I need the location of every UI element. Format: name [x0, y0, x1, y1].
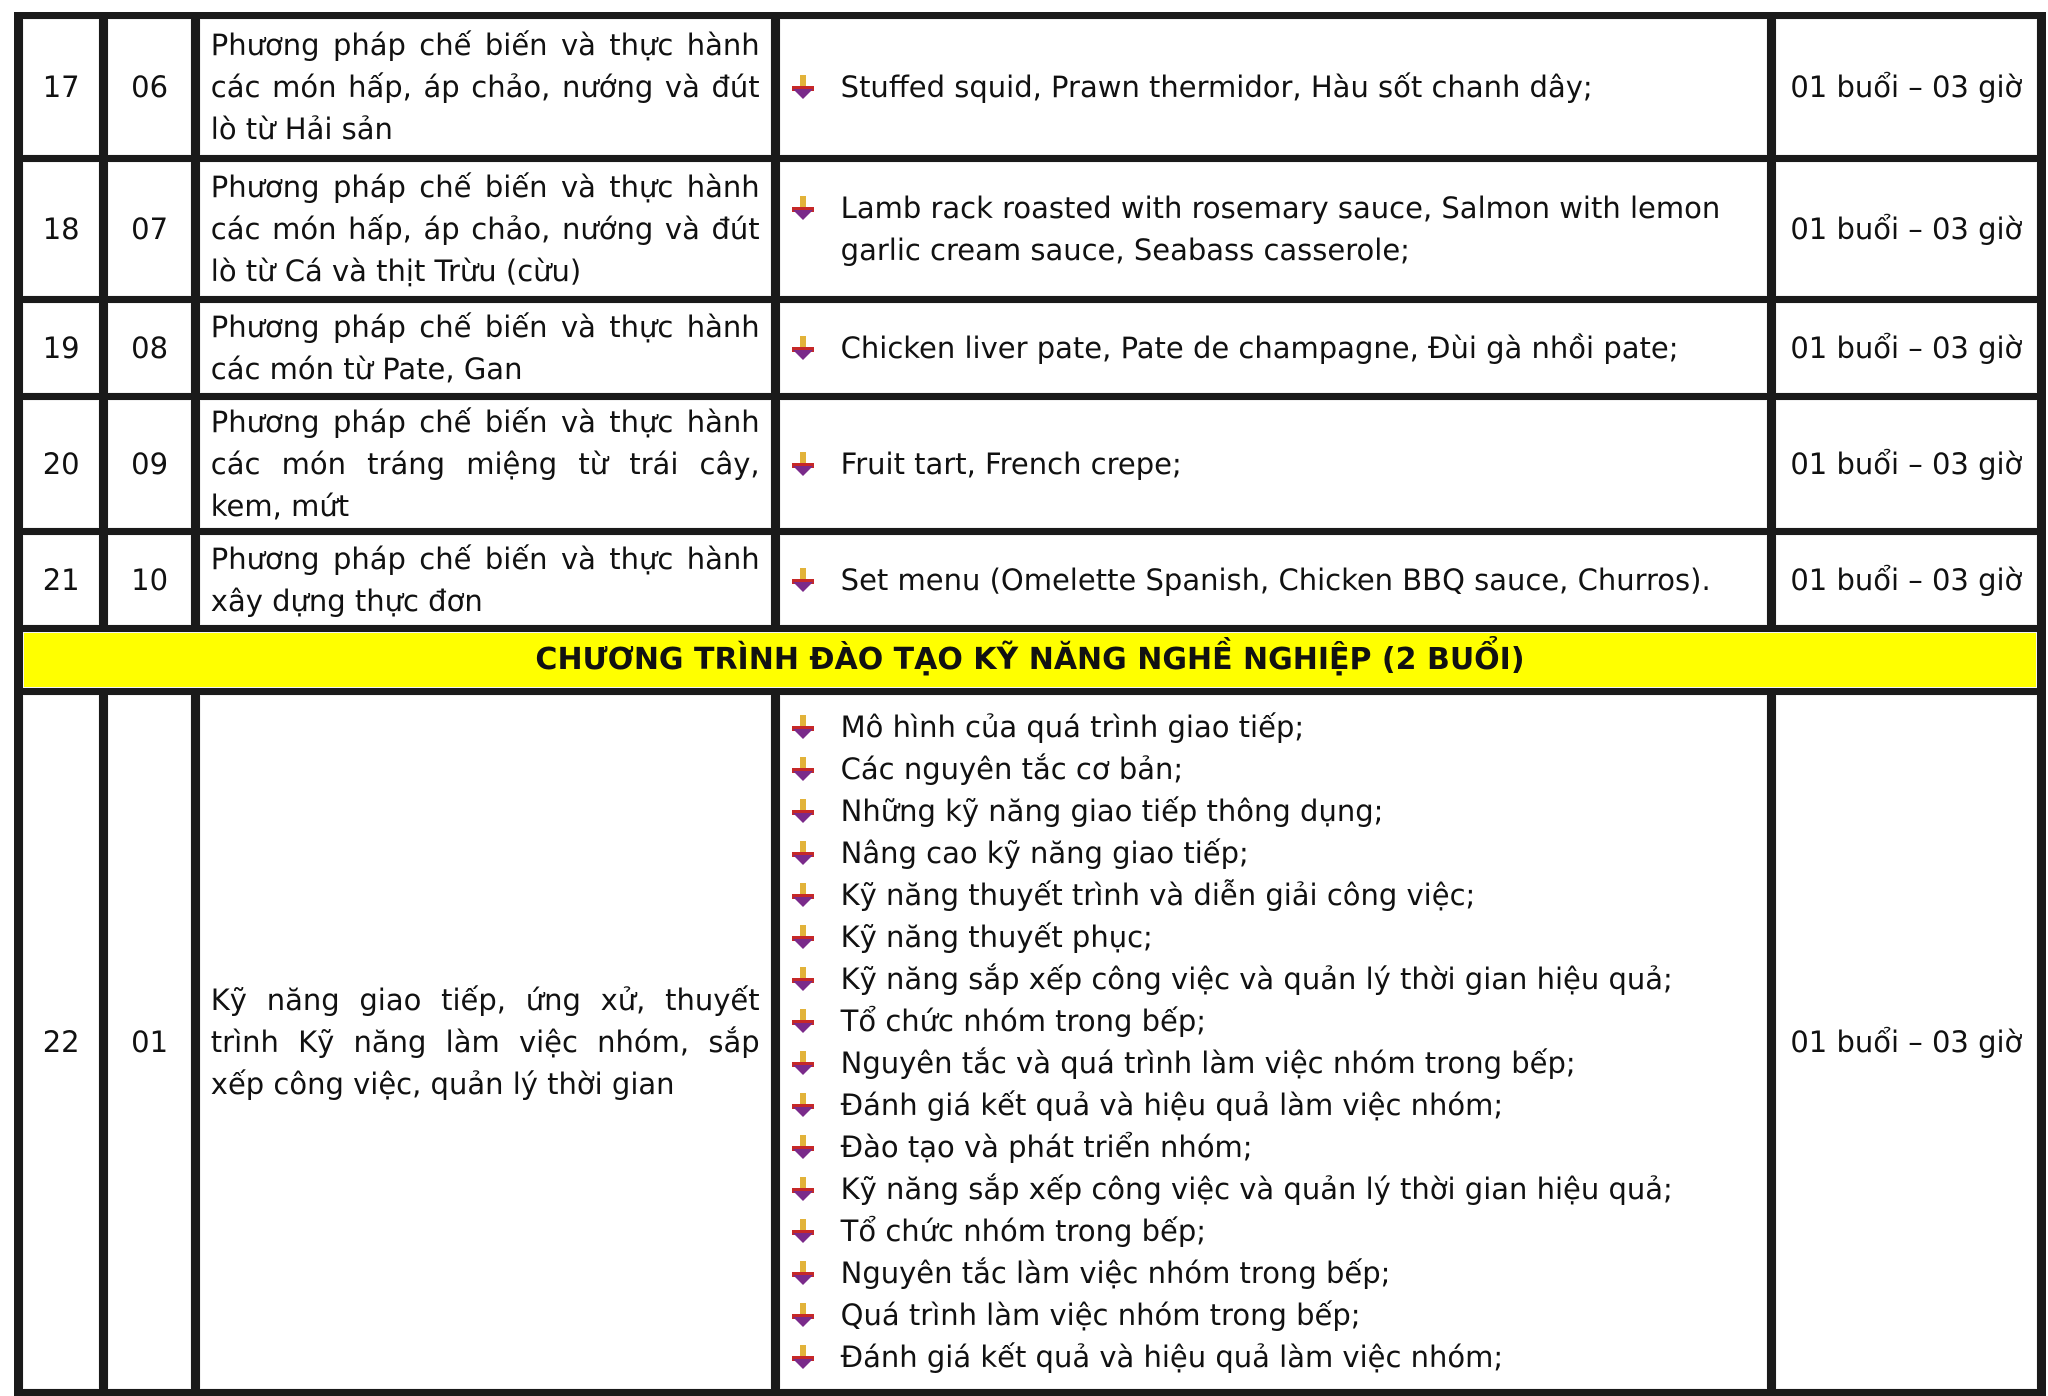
table-row	[23, 535, 2037, 625]
content-list	[791, 443, 1756, 485]
arrow-down-bullet-icon	[791, 706, 819, 748]
table-row	[23, 19, 2037, 155]
content-list	[791, 706, 1756, 1378]
lesson-content	[780, 162, 1767, 296]
list-item	[791, 958, 1756, 1000]
lesson-topic: Phương pháp chế biến và thực hành các món từ Pate, Gan	[200, 303, 771, 393]
list-item-text: Kỹ năng thuyết trình và diễn giải công việc;	[840, 878, 1476, 912]
lesson-duration: 01 buổi – 03 giờ	[1776, 162, 2037, 296]
lesson-topic: Phương pháp chế biến và thực hành các món hấp, áp chảo, nướng và đút lò từ Cá và thịt Trừu (cừu)	[200, 162, 771, 296]
arrow-down-bullet-icon	[791, 1294, 819, 1336]
list-item-text: Stuffed squid, Prawn thermidor, Hàu sốt chanh dây;	[840, 70, 1593, 104]
list-item-text: Mô hình của quá trình giao tiếp;	[840, 710, 1305, 744]
lesson-index: 08	[108, 303, 190, 393]
arrow-down-bullet-icon	[791, 1000, 819, 1042]
arrow-down-bullet-icon	[791, 1168, 819, 1210]
list-item-text: Đánh giá kết quả và hiệu quả làm việc nhóm;	[840, 1340, 1504, 1374]
arrow-down-bullet-icon	[791, 790, 819, 832]
lesson-content	[780, 535, 1767, 625]
lesson-duration: 01 buổi – 03 giờ	[1776, 303, 2037, 393]
lesson-rows	[23, 19, 2037, 625]
lesson-content	[780, 695, 1767, 1389]
lesson-topic: Phương pháp chế biến và thực hành xây dựng thực đơn	[200, 535, 771, 625]
arrow-down-bullet-icon	[791, 1084, 819, 1126]
list-item-text: Chicken liver pate, Pate de champagne, Đùi gà nhồi pate;	[840, 331, 1679, 365]
arrow-down-bullet-icon	[791, 443, 819, 485]
list-item-text: Lamb rack roasted with rosemary sauce, Salmon with lemon garlic cream sauce, Seabass casserole;	[840, 191, 1721, 267]
list-item	[791, 187, 1756, 271]
lesson-index: 10	[108, 535, 190, 625]
list-item	[791, 706, 1756, 748]
content-list	[791, 327, 1756, 369]
list-item-text: Nguyên tắc làm việc nhóm trong bếp;	[840, 1256, 1391, 1290]
table-row	[23, 695, 2037, 1389]
section-banner: CHƯƠNG TRÌNH ĐÀO TẠO KỸ NĂNG NGHỀ NGHIỆP (2 BUỔI)	[23, 632, 2037, 688]
list-item-text: Kỹ năng sắp xếp công việc và quản lý thời gian hiệu quả;	[840, 962, 1673, 996]
list-item	[791, 327, 1756, 369]
list-item-text: Nâng cao kỹ năng giao tiếp;	[840, 836, 1249, 870]
arrow-down-bullet-icon	[791, 66, 819, 108]
list-item	[791, 1042, 1756, 1084]
list-item	[791, 443, 1756, 485]
list-item-text: Tổ chức nhóm trong bếp;	[840, 1004, 1207, 1038]
lesson-duration: 01 buổi – 03 giờ	[1776, 535, 2037, 625]
lesson-topic: Kỹ năng giao tiếp, ứng xử, thuyết trình Kỹ năng làm việc nhóm, sắp xếp công việc, quản lý thời gian	[200, 695, 771, 1389]
content-list	[791, 66, 1756, 108]
list-item	[791, 916, 1756, 958]
lesson-index: 07	[108, 162, 190, 296]
row-number: 20	[23, 400, 99, 528]
arrow-down-bullet-icon	[791, 327, 819, 369]
lesson-index: 06	[108, 19, 190, 155]
lesson-content	[780, 400, 1767, 528]
list-item	[791, 832, 1756, 874]
table-row	[23, 303, 2037, 393]
list-item-text: Kỹ năng thuyết phục;	[840, 920, 1153, 954]
row-number: 21	[23, 535, 99, 625]
arrow-down-bullet-icon	[791, 916, 819, 958]
list-item	[791, 559, 1756, 601]
row-number: 18	[23, 162, 99, 296]
lesson-index: 01	[108, 695, 190, 1389]
list-item	[791, 790, 1756, 832]
list-item	[791, 1000, 1756, 1042]
list-item	[791, 1294, 1756, 1336]
arrow-down-bullet-icon	[791, 1126, 819, 1168]
content-list	[791, 559, 1756, 601]
row-number: 22	[23, 695, 99, 1389]
lesson-index: 09	[108, 400, 190, 528]
lesson-duration: 01 buổi – 03 giờ	[1776, 695, 2037, 1389]
list-item	[791, 748, 1756, 790]
curriculum-table	[14, 12, 2046, 1396]
list-item-text: Tổ chức nhóm trong bếp;	[840, 1214, 1207, 1248]
lesson-content	[780, 19, 1767, 155]
arrow-down-bullet-icon	[791, 1210, 819, 1252]
lesson-content	[780, 303, 1767, 393]
arrow-down-bullet-icon	[791, 874, 819, 916]
arrow-down-bullet-icon	[791, 748, 819, 790]
list-item	[791, 1084, 1756, 1126]
list-item	[791, 66, 1756, 108]
row-number: 19	[23, 303, 99, 393]
lesson-topic: Phương pháp chế biến và thực hành các món hấp, áp chảo, nướng và đút lò từ Hải sản	[200, 19, 771, 155]
content-list	[791, 187, 1756, 271]
list-item	[791, 1336, 1756, 1378]
lesson-duration: 01 buổi – 03 giờ	[1776, 400, 2037, 528]
list-item-text: Fruit tart, French crepe;	[840, 447, 1182, 481]
arrow-down-bullet-icon	[791, 1042, 819, 1084]
arrow-down-bullet-icon	[791, 1336, 819, 1378]
lesson-duration: 01 buổi – 03 giờ	[1776, 19, 2037, 155]
list-item	[791, 1168, 1756, 1210]
table-row	[23, 162, 2037, 296]
lesson-topic: Phương pháp chế biến và thực hành các món tráng miệng từ trái cây, kem, mứt	[200, 400, 771, 528]
arrow-down-bullet-icon	[791, 559, 819, 601]
table-row	[23, 400, 2037, 528]
list-item-text: Quá trình làm việc nhóm trong bếp;	[840, 1298, 1361, 1332]
list-item	[791, 874, 1756, 916]
arrow-down-bullet-icon	[791, 1252, 819, 1294]
row-number: 17	[23, 19, 99, 155]
list-item-text: Kỹ năng sắp xếp công việc và quản lý thời gian hiệu quả;	[840, 1172, 1673, 1206]
arrow-down-bullet-icon	[791, 832, 819, 874]
list-item-text: Set menu (Omelette Spanish, Chicken BBQ sauce, Churros).	[840, 563, 1711, 597]
list-item-text: Nguyên tắc và quá trình làm việc nhóm trong bếp;	[840, 1046, 1576, 1080]
arrow-down-bullet-icon	[791, 187, 819, 229]
list-item-text: Đánh giá kết quả và hiệu quả làm việc nhóm;	[840, 1088, 1504, 1122]
section-row	[23, 632, 2037, 688]
list-item-text: Các nguyên tắc cơ bản;	[840, 752, 1184, 786]
list-item-text: Đào tạo và phát triển nhóm;	[840, 1130, 1253, 1164]
list-item-text: Những kỹ năng giao tiếp thông dụng;	[840, 794, 1384, 828]
list-item	[791, 1210, 1756, 1252]
list-item	[791, 1252, 1756, 1294]
arrow-down-bullet-icon	[791, 958, 819, 1000]
list-item	[791, 1126, 1756, 1168]
